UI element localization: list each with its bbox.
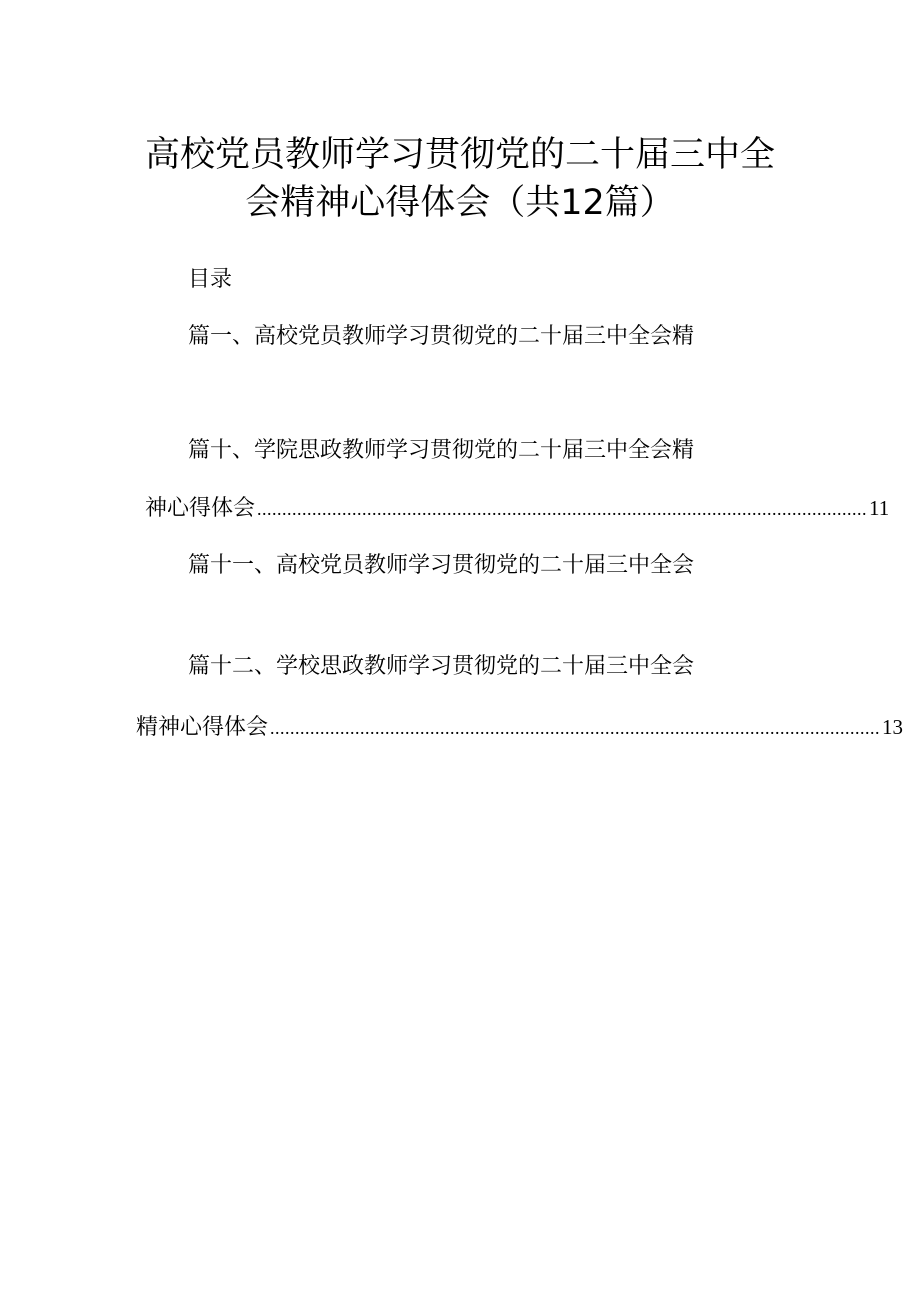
toc-entry-11[interactable]: 篇十一、高校党员教师学习贯彻党的二十届三中全会 (188, 553, 695, 578)
toc-heading: 目录 (188, 267, 233, 292)
toc-entry-10-text: 神心得体会 (145, 496, 256, 521)
toc-page-number: 13 (882, 715, 904, 739)
toc-leader-dots: .......................................................................................................................... (257, 499, 868, 519)
document-title-line-2: 会精神心得体会（共12篇） (245, 183, 675, 223)
toc-entry-12-line-2[interactable] (136, 712, 904, 743)
document-title-line-1: 高校党员教师学习贯彻党的二十届三中全 (144, 135, 775, 175)
toc-entry-10-line-2[interactable] (145, 493, 890, 524)
toc-entry-12-line-1[interactable]: 篇十二、学校思政教师学习贯彻党的二十届三中全会 (188, 654, 695, 679)
toc-leader-dots: .......................................................................................................................... (270, 718, 881, 738)
toc-entry-1[interactable]: 篇一、高校党员教师学习贯彻党的二十届三中全会精 (188, 324, 695, 349)
toc-entry-10-line-1[interactable]: 篇十、学院思政教师学习贯彻党的二十届三中全会精 (188, 438, 695, 463)
toc-page-number: 11 (869, 496, 890, 520)
toc-entry-12-text: 精神心得体会 (136, 715, 269, 740)
